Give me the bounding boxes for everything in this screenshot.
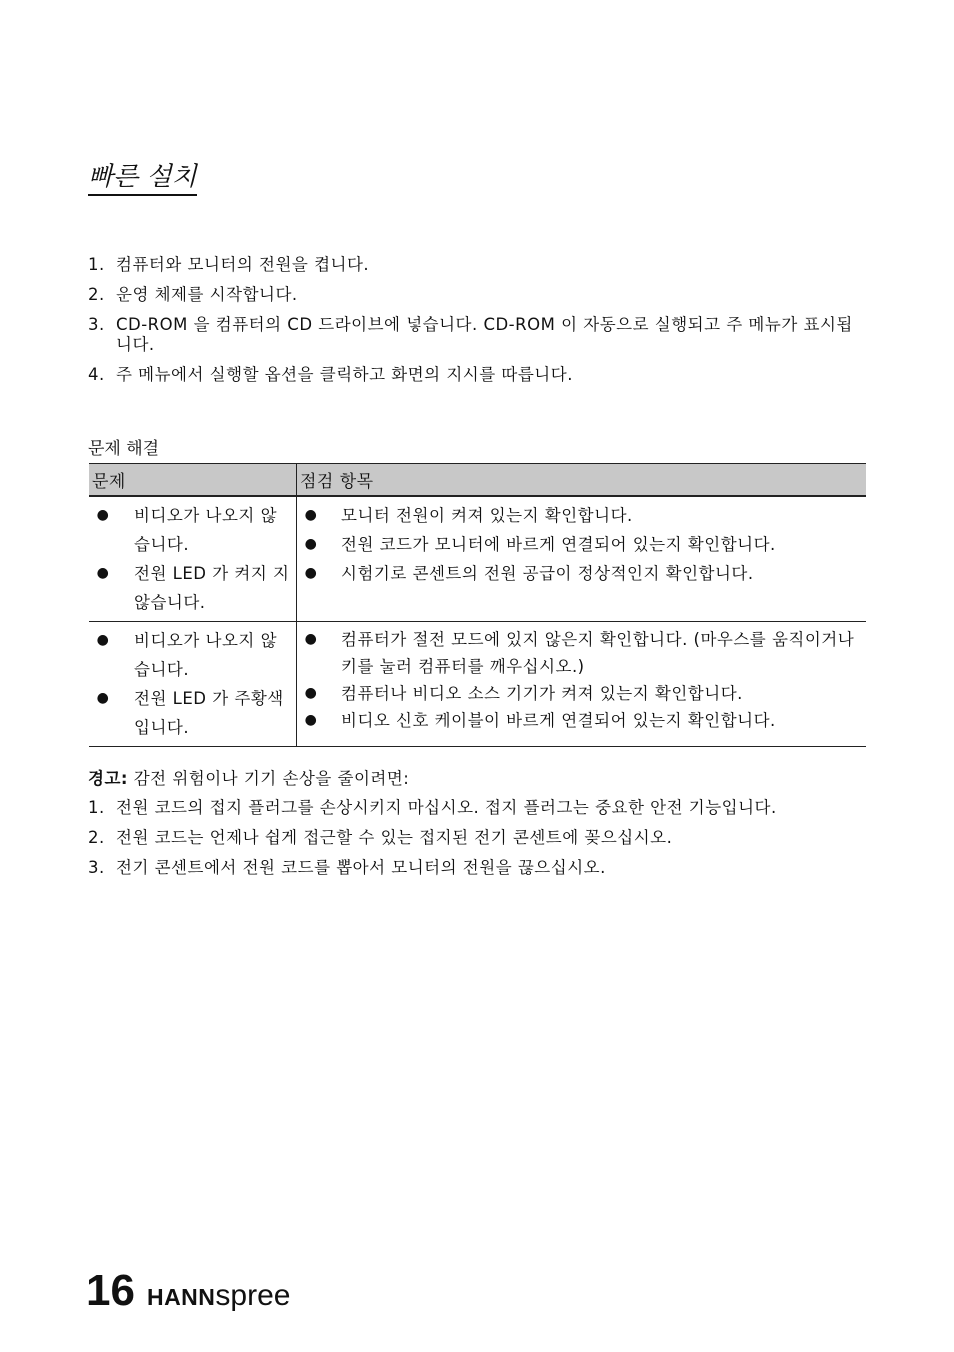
warning-text: 전기 콘센트에서 전원 코드를 뽑아서 모니터의 전원을 끊으십시오. — [116, 858, 606, 877]
brand-logo-bold: HANN — [146, 1284, 216, 1310]
column-header-check: 점검 항목 — [297, 464, 867, 497]
warning-heading — [88, 768, 868, 790]
step-number: 3. — [88, 315, 105, 334]
step-number: 2. — [88, 285, 105, 304]
list-item — [89, 501, 296, 559]
list-item — [297, 707, 866, 734]
bullet-icon: ● — [304, 712, 318, 728]
list-item — [88, 798, 868, 818]
troubleshoot-table — [89, 463, 866, 747]
page-title: 빠른 설치 — [88, 160, 197, 196]
problem-cell — [89, 496, 297, 622]
list-item — [89, 559, 296, 617]
problem-text: 전원 LED 가 주황색입니다. — [134, 689, 284, 737]
step-text: CD-ROM 을 컴퓨터의 CD 드라이브에 넣습니다. CD-ROM 이 자동으로 실행되고 주 메뉴가 표시됩니다. — [116, 315, 853, 354]
page-number: 16 — [86, 1266, 135, 1315]
bullet-icon: ● — [96, 632, 110, 648]
problem-text: 전원 LED 가 켜지 지 않습니다. — [134, 564, 290, 612]
list-item — [297, 501, 866, 530]
list-item — [88, 285, 868, 305]
bullet-icon: ● — [304, 631, 318, 647]
list-item — [88, 365, 868, 385]
warning-number: 3. — [88, 858, 105, 877]
check-list — [297, 626, 866, 734]
step-text: 컴퓨터와 모니터의 전원을 켭니다. — [116, 255, 370, 274]
table-row — [89, 622, 866, 747]
check-text: 모니터 전원이 켜져 있는지 확인합니다. — [341, 506, 633, 525]
check-text: 비디오 신호 케이블이 바르게 연결되어 있는지 확인합니다. — [341, 711, 776, 730]
bullet-icon: ● — [96, 507, 110, 523]
step-number: 1. — [88, 255, 105, 274]
warning-text: 전원 코드는 언제나 쉽게 접근할 수 있는 접지된 전기 콘센트에 꽂으십시오. — [116, 828, 673, 847]
step-text: 운영 체제를 시작합니다. — [116, 285, 298, 304]
check-cell — [297, 622, 867, 747]
table-header-row — [89, 464, 866, 497]
problem-list — [89, 501, 296, 617]
page-footer — [86, 1266, 290, 1316]
list-item — [88, 315, 868, 355]
list-item — [88, 828, 868, 848]
troubleshoot-heading: 문제 해결 — [88, 439, 160, 459]
bullet-icon: ● — [304, 685, 318, 701]
list-item — [297, 530, 866, 559]
warning-label: 경고: — [88, 769, 128, 788]
bullet-icon: ● — [304, 507, 318, 523]
check-text: 컴퓨터가 절전 모드에 있지 않은지 확인합니다. (마우스를 움직이거나 키를 눌러 컴퓨터를 깨우십시오.) — [341, 630, 855, 676]
problem-text: 비디오가 나오지 않습니다. — [134, 631, 278, 679]
warning-number: 2. — [88, 828, 105, 847]
table-row — [89, 496, 866, 622]
step-number: 4. — [88, 365, 105, 384]
warning-number: 1. — [88, 798, 105, 817]
list-item — [297, 626, 866, 680]
brand-logo-light: spree — [215, 1279, 291, 1312]
list-item — [89, 684, 296, 742]
warning-section — [88, 768, 868, 888]
step-text: 주 메뉴에서 실행할 옵션을 클릭하고 화면의 지시를 따릅니다. — [116, 365, 573, 384]
warning-list — [88, 798, 868, 878]
check-list — [297, 501, 866, 588]
problem-cell — [89, 622, 297, 747]
list-item — [88, 255, 868, 275]
list-item — [297, 559, 866, 588]
column-header-problem: 문제 — [89, 464, 297, 497]
check-cell — [297, 496, 867, 622]
check-text: 컴퓨터나 비디오 소스 기기가 켜져 있는지 확인합니다. — [341, 684, 743, 703]
check-text: 전원 코드가 모니터에 바르게 연결되어 있는지 확인합니다. — [341, 535, 776, 554]
bullet-icon: ● — [304, 536, 318, 552]
list-item — [88, 858, 868, 878]
warning-intro: 감전 위험이나 기기 손상을 줄이려면: — [127, 769, 410, 788]
bullet-icon: ● — [96, 690, 110, 706]
bullet-icon: ● — [304, 565, 318, 581]
problem-list — [89, 626, 296, 742]
list-item — [297, 680, 866, 707]
warning-text: 전원 코드의 접지 플러그를 손상시키지 마십시오. 접지 플러그는 중요한 안전 기능입니다. — [116, 798, 777, 817]
problem-text: 비디오가 나오지 않습니다. — [134, 506, 278, 554]
check-text: 시험기로 콘센트의 전원 공급이 정상적인지 확인합니다. — [341, 564, 754, 583]
setup-steps — [88, 255, 868, 395]
list-item — [89, 626, 296, 684]
bullet-icon: ● — [96, 565, 110, 581]
